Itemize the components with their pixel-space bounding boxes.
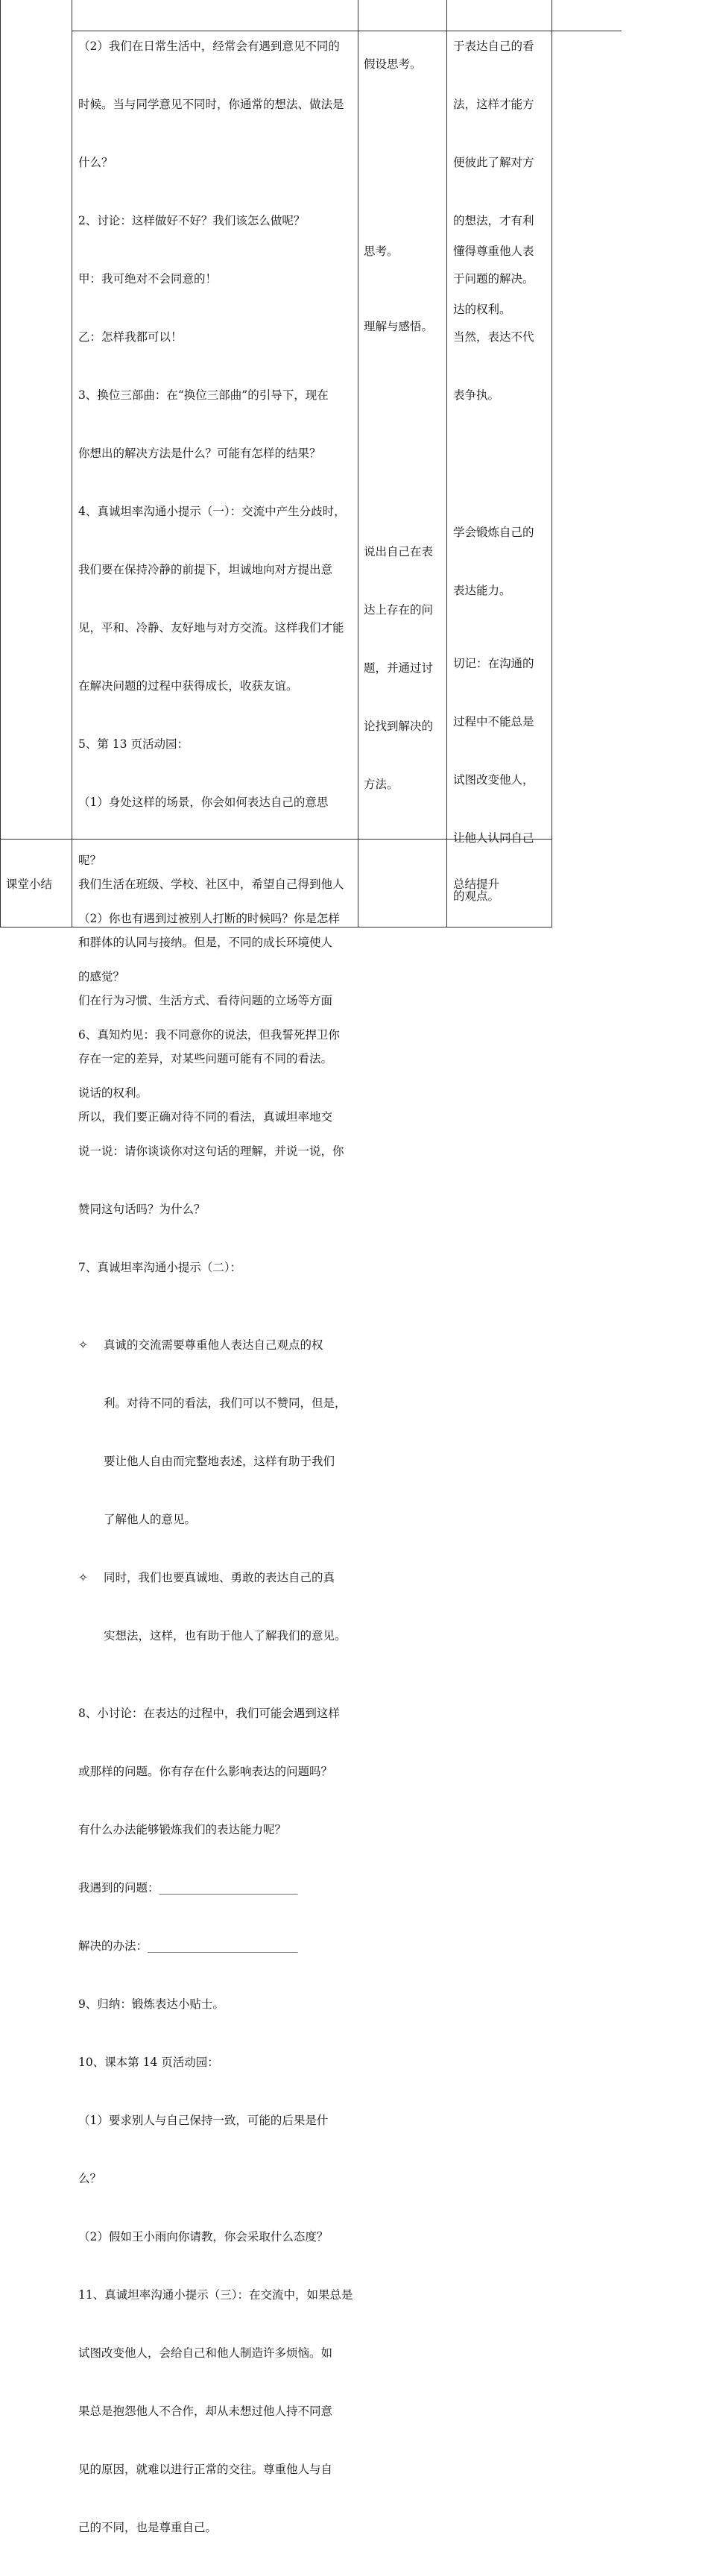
content-line: 6、真知灼见：我不同意你的说法，但我誓死捍卫你 [78,1028,340,1042]
design-intent-3: 学会锻炼自己的 表达能力。 [453,526,534,597]
bullet-line: 要让他人自由而完整地表述，这样有助于我们 [104,1455,335,1468]
content-line: 在解决问题的过程中获得成长，收获友谊。 [78,679,298,693]
content-line: 9、归纳：锻炼表达小贴士。 [78,1997,224,2011]
content-line: 解决的办法：__________________________ [78,1939,298,1953]
bullet-line: ✧ 真诚的交流需要尊重他人表达自己观点的权 [78,1335,355,1355]
content-line: 见，平和、冷静、友好地与对方交流。这样我们才能 [78,621,344,634]
bullet-line: 实想法，这样，也有助于他人了解我们的意见。 [104,1629,347,1643]
content-line: 3、换位三部曲：在“换位三部曲”的引导下，现在 [78,388,329,402]
content-line: 说话的权利。 [78,1086,148,1100]
content-line: 什么？ [78,156,113,169]
bullet-icon: ✧ [78,1338,88,1352]
content-line: 乙：怎样我都可以！ [78,330,183,344]
content-line: 我们要在保持冷静的前提下，坦诚地向对方提出意 [78,563,333,576]
student-activity-1: 假设思考。 [364,57,422,71]
content-line: （2）假如王小雨向你请教，你会采取什么态度？ [78,2230,329,2243]
content-line: 的感觉？ [78,970,125,983]
content-line: 或那样的问题。你有存在什么影响表达的问题吗？ [78,1765,333,1778]
content-line: （1）身处这样的场景，你会如何表达自己的意思 [78,796,329,809]
content-line: 有什么办法能够锻炼我们的表达能力呢？ [78,1823,287,1836]
student-activity-2: 思考。 [364,245,399,258]
content-line: （2）我们在日常生活中，经常会有遇到意见不同的 [78,40,340,53]
summary-intent: 总结提升 [453,878,500,891]
content-line: 甲：我可绝对不会同意的！ [78,272,218,286]
content-line: 赞同这句话吗？为什么？ [78,1203,206,1216]
design-intent-4: 切记：在沟通的 过程中不能总是 试图改变他人， 让他人认同自己 的观点。 [453,657,534,903]
bullet-icon: ✧ [78,1571,88,1584]
table-divider-col3 [446,0,447,928]
design-intent-1: 于表达自己的看 法，这样才能方 便彼此了解对方 的想法，才有利 于问题的解决。 当然，表达不代 表争执。 [453,40,534,402]
design-intent-2: 懂得尊重他人表 达的权利。 [453,245,534,316]
content-line: 2、讨论：这样做好不好？我们该怎么做呢？ [78,214,306,227]
bullet-line: ✧ 同时，我们也要真诚地、勇敢的表达自己的真 [78,1568,355,1587]
bullet-line: 了解他人的意见。 [104,1513,197,1526]
content-line: 么？ [78,2172,102,2185]
content-line: 时候。当与同学意见不同时，你通常的想法、做法是 [78,98,344,111]
content-line: 11、真诚坦率沟通小提示（三）：在交流中，如果总是 [78,2288,353,2302]
student-activity-3: 理解与感悟。 [364,320,434,333]
content-line: 5、第 13 页活动园： [78,737,189,751]
summary-content: 我们生活在班级、学校、社区中，希望自己得到他人 和群体的认同与接纳。但是，不同的成长环境使人 们在行为习惯、生活方式、看待问题的立场等方面 存在一定的差异，对某些问题可能有不同的看法。 所以，我们要正确对待不同的看法，真诚坦率地交 [78,878,344,1124]
content-line: 7、真诚坦率沟通小提示（二）： [78,1261,242,1274]
content-line: 己的不同，也是尊重自己。 [78,2521,218,2534]
content-line: （1）要求别人与自己保持一致，可能的后果是什 [78,2114,329,2127]
table-border-right [551,0,552,928]
summary-row-label: 课堂小结 [6,878,53,891]
content-line: 果总是抱怨他人不合作，却从未想过他人持不同意 [78,2405,333,2418]
content-line: 试图改变他人，会给自己和他人制造许多烦恼。如 [78,2346,333,2360]
activity-content [78,0,355,2576]
content-line: 10、课本第 14 页活动园： [78,2056,219,2069]
bullet-line: 利。对待不同的看法，我们可以不赞同，但是， [104,1396,347,1410]
content-line: （2）你也有遇到过被别人打断的时候吗？你是怎样 [78,912,340,925]
content-line: 8、小讨论：在表达的过程中，我们可能会遇到这样 [78,1707,340,1720]
content-line: 说一说：请你谈谈你对这句话的理解，并说一说，你 [78,1144,344,1158]
content-line: 呢？ [78,854,102,867]
content-line: 4、真诚坦率沟通小提示（一）：交流中产生分歧时， [78,505,346,518]
content-line: 见的原因，就难以进行正常的交往。尊重他人与自 [78,2463,333,2476]
table-border-left [0,0,1,928]
content-line: 我遇到的问题：________________________ [78,1881,298,1895]
content-line: 你想出的解决方法是什么？可能有怎样的结果？ [78,447,321,460]
student-activity-4: 说出自己在表 达上存在的问 题，并通过讨 论找到解决的 方法。 [364,545,434,791]
